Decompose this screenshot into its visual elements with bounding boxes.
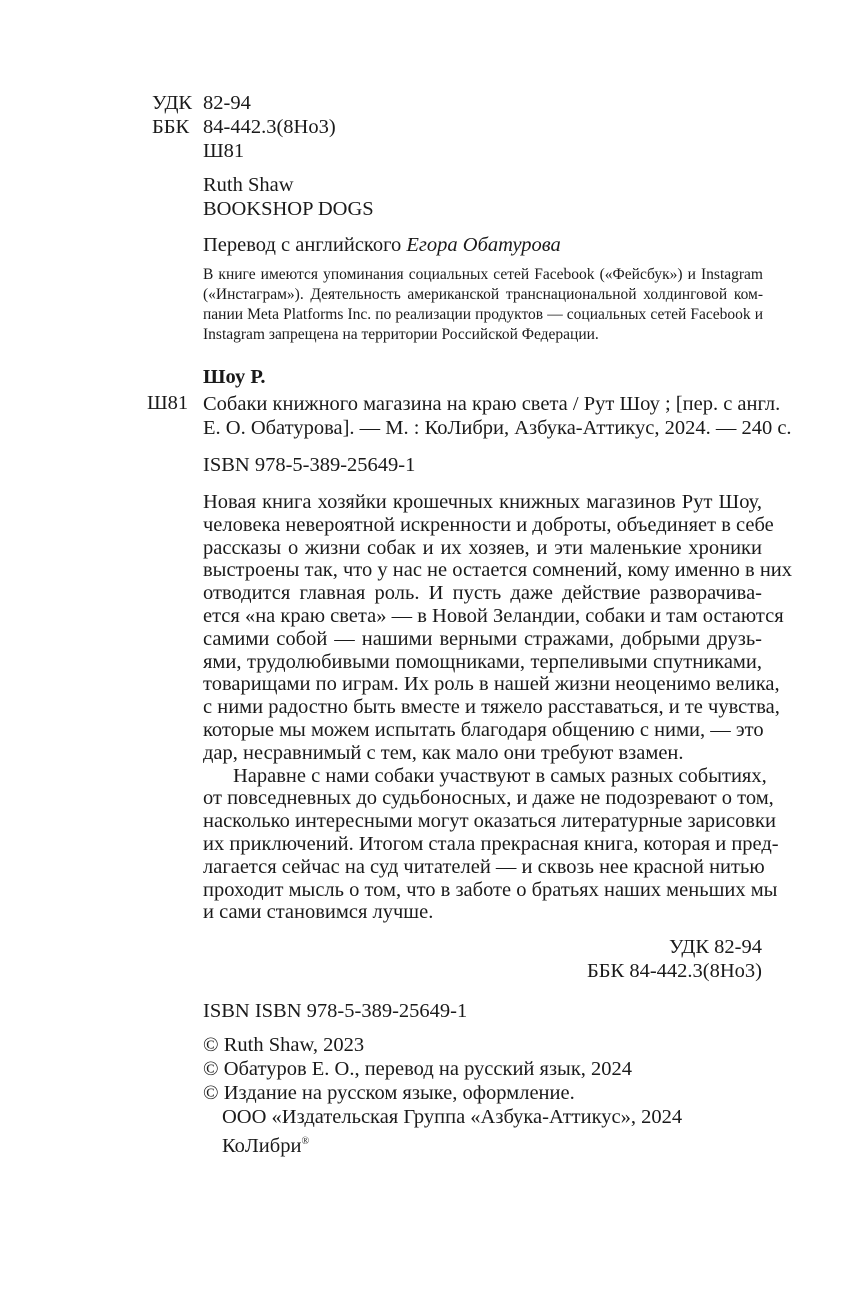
annotation-line: Новая книга хозяйки крошечных книжных магазинов Рут Шоу, — [203, 491, 762, 513]
original-title: BOOKSHOP DOGS — [203, 198, 374, 220]
annotation-line: ями, трудолюбивыми помощниками, терпеливыми спутниками, — [203, 650, 762, 673]
annotation-line: проходит мысль о том, что в заботе о братьях наших меньших мы — [203, 878, 778, 901]
footer-bbk: ББК 84-442.3(8Но3) — [586, 960, 762, 982]
annotation-line: лагается сейчас на суд читателей — и сквозь нее красной нитью — [203, 855, 765, 878]
footer-udk: УДК 82-94 — [668, 936, 762, 958]
catalog-description — [203, 392, 792, 440]
imprint-name: КоЛибри — [222, 1134, 302, 1157]
publisher-line: ООО «Издательская Группа «Азбука-Аттикус», 2024 — [222, 1106, 683, 1128]
annotation-line: человека невероятной искренности и доброты, объединяет в себе — [203, 513, 774, 536]
catalog-line: Собаки книжного магазина на краю света / Рут Шоу ; [пер. с англ. — [203, 393, 781, 415]
notice-line: Instagram запрещена на территории Российской Федерации. — [203, 326, 599, 343]
translation-prefix: Перевод с английского — [203, 234, 402, 256]
annotation-line: насколько интересными могут оказаться литературные зарисовки — [203, 810, 776, 833]
copyright-translation: © Обатуров Е. О., перевод на русский язык, 2024 — [203, 1058, 633, 1080]
udk-label: УДК — [152, 92, 193, 114]
annotation-paragraph-1 — [203, 491, 793, 924]
social-network-notice — [203, 265, 763, 345]
translator-name: Егора Обатурова — [406, 234, 561, 256]
annotation-line: с ними радостно быть вместе и тяжело расставаться, и те чувства, — [203, 696, 780, 719]
annotation-line: их приключений. Итогом стала прекрасная книга, которая и пред- — [203, 832, 779, 855]
copyright-author: © Ruth Shaw, 2023 — [203, 1034, 365, 1056]
annotation-line: рассказы о жизни собак и их хозяев, и эти маленькие хроники — [203, 536, 762, 559]
annotation-line: от повседневных до судьбоносных, и даже не подозревают о том, — [203, 787, 774, 810]
translation-credit — [203, 234, 561, 257]
isbn-line: ISBN ISBN 978-5-389-25649-1 — [203, 1000, 468, 1022]
notice-line: В книге имеются упоминания социальных сетей Facebook («Фейсбук») и Instagram — [203, 266, 763, 283]
author-sign: Ш81 — [203, 140, 245, 162]
catalog-isbn: ISBN 978-5-389-25649-1 — [203, 454, 416, 476]
annotation-line: самими собой — нашими верными стражами, добрыми друзь- — [203, 627, 762, 650]
notice-line: пании Meta Platforms Inc. по реализации продуктов — социальных сетей Facebook и — [203, 306, 763, 323]
annotation-line: которые мы можем испытать благодаря общению с ними, — это — [203, 718, 764, 741]
bbk-label: ББК — [152, 116, 190, 138]
annotation-line: ется «на краю света» — в Новой Зеландии, собаки и там остаются — [203, 604, 784, 627]
udk-value: 82-94 — [203, 92, 251, 114]
annotation-line: и сами становимся лучше. — [203, 901, 434, 924]
annotation-line: отводится главная роль. И пусть даже действие разворачива- — [203, 582, 762, 605]
notice-line: («Инстаграм»). Деятельность американской транснациональной холдинговой ком- — [203, 286, 763, 303]
copyright-edition: © Издание на русском языке, оформление. — [203, 1082, 575, 1104]
catalog-line: Е. О. Обатурова]. — М. : КоЛибри, Азбука-Аттикус, 2024. — 240 с. — [203, 417, 792, 439]
bbk-value: 84-442.3(8Но3) — [203, 116, 336, 138]
original-author: Ruth Shaw — [203, 174, 294, 196]
annotation-line: Наравне с нами собаки участвуют в самых разных событиях, — [233, 764, 767, 787]
publisher-imprint — [222, 1130, 309, 1158]
catalog-author-heading: Шоу Р. — [203, 366, 266, 388]
registered-mark: ® — [301, 1136, 310, 1147]
annotation-line: выстроены так, что у нас не остается сомнений, кому именно в них — [203, 559, 793, 582]
annotation-line: дар, несравнимый с тем, как мало они требуют взамен. — [203, 741, 684, 764]
catalog-sign: Ш81 — [147, 392, 189, 414]
annotation-line: товарищами по играм. Их роль в нашей жизни неоценимо велика, — [203, 673, 780, 696]
